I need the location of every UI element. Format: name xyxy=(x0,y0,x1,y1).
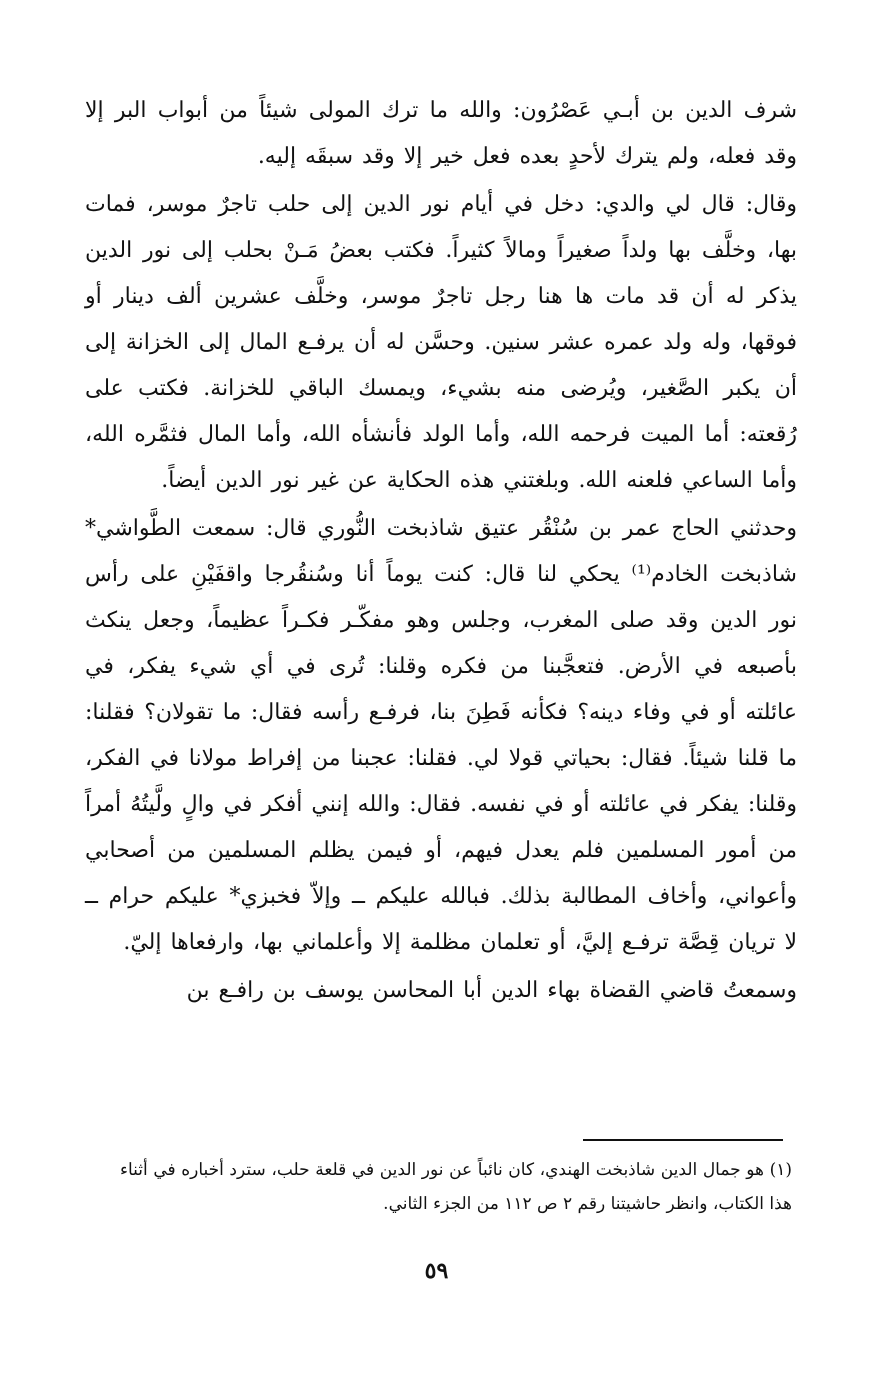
page-number: ٥٩ xyxy=(424,1258,449,1284)
paragraph-1: شرف الدين بن أبـي عَصْرُون: والله ما ترك المولى شيئاً من أبواب البر إلا وقد فعله، ولم يترك لأحدٍ بعده فعل خير إلا وقد سبقَه إليه. xyxy=(85,98,797,169)
paragraph-3: وحدثني الحاج عمر بن سُنْقُر عتيق شاذبخت النُّوري قال: سمعت الطَّواشي* شاذبخت الخادم⁽¹⁾ يحكي لنا قال: كنت يوماً أنا وسُنقُرجا واقفَيْنِ على رأس نور الدين وقد صلى المغرب، وجلس وهو مفكّـر فكـراً عظيماً، وجعل ينكث بأصبعه في الأرض. فتعجَّبنا من فكره وقلنا: تُرى في أي شيء يفكر، في عائلته أو في وفاء دينه؟ فكأنه فَطِنَ بنا، فرفـع رأسه فقال: ما تقولان؟ فقلنا: ما قلنا شيئاً. فقال: بحياتي قولا لي. فقلنا: عجبنا من إفراط مولانا في الفكر، وقلنا: يفكر في عائلته أو في نفسه. فقال: والله إنني أفكر في والٍ ولَّيتُهُ أمراً من أمور المسلمين فلم يعدل فيهم، أو فيمن يظلم المسلمين من أصحابي وأعواني، وأخاف المطالبة بذلك. فبالله عليكم ــ وإلاّ فخبزي* عليكم حرام ــ لا تريان قِصَّة ترفـع إليَّ، أو تعلمان مظلمة إلا وأعلماني بها، وارفعاها إليّ. xyxy=(85,516,797,955)
paragraph-4: وسمعتُ قاضي القضاة بهاء الدين أبا المحاسن يوسف بن رافـع بن xyxy=(186,978,797,1003)
paragraph-2: وقال: قال لي والدي: دخل في أيام نور الدين إلى حلب تاجرٌ موسر، فمات بها، وخلَّف بها ولداً صغيراً ومالاً كثيراً. فكتب بعضُ مَـنْ بحلب إلى نور الدين يذكر له أن قد مات ها هنا رجل تاجرٌ موسر، وخلَّف عشرين ألف دينار أو فوقها، وله ولد عمره عشر سنين. وحسَّن له أن يرفـع المال إلى الخزانة إلى أن يكبر الصَّغير، ويُرضى منه بشيء، ويمسك الباقي للخزانة. فكتب على رُقعته: أما الميت فرحمه الله، وأما الولد فأنشأه الله، وأما المال فثمَّره الله، وأما الساعي فلعنه الله. وبلغتني هذه الحكاية عن غير نور الدين أيضاً. xyxy=(85,192,797,493)
footnote: (١) هو جمال الدين شاذبخت الهندي، كان نائباً عن نور الدين في قلعة حلب، سترد أخباره في أثناء هذا الكتاب، وانظر حاشيتنا رقم ٢ ص ١١٢ من الجزء الثاني. xyxy=(120,1160,792,1214)
main-text xyxy=(85,88,797,1014)
footnote-divider xyxy=(583,1139,783,1141)
